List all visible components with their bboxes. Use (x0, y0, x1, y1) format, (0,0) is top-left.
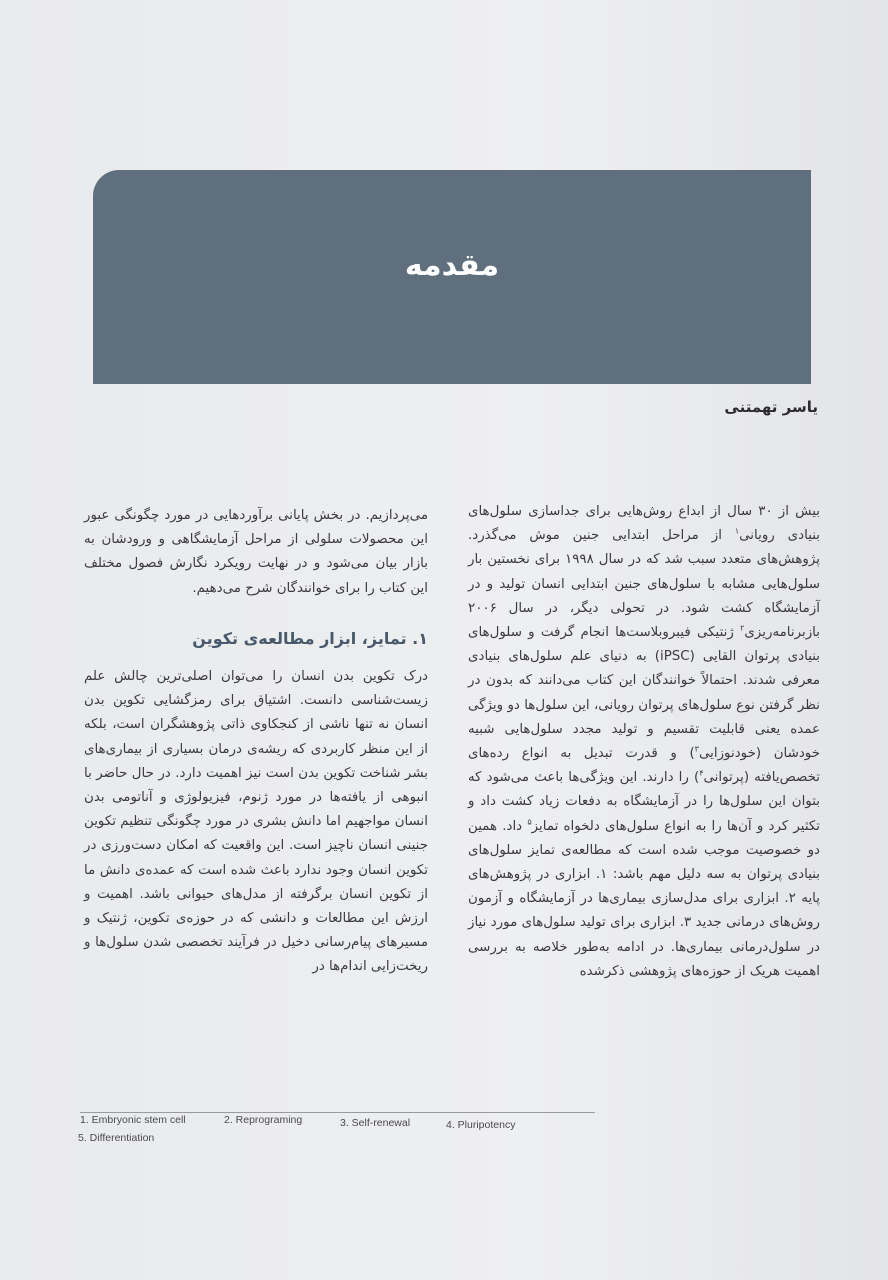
footnote-ref-5: ۵ (527, 817, 532, 827)
continued-paragraph: می‌پردازیم. در بخش پایانی برآوردهایی در مورد چگونگی عبور این محصولات سلولی از مراحل آزمایشگاهی و ورودشان به بازار بیان می‌شود و در نهایت رویکرد نگارش فصول مختلف این کتاب را برای خوانندگان شرح می‌دهیم. (84, 508, 428, 596)
section-body-paragraph: درک تکوین بدن انسان را می‌توان اصلی‌ترین چالش علم زیست‌شناسی دانست. اشتیاق برای رمزگشایی تکوین بدن انسان نه تنها ناشی از کنجکاوی ذاتی پژوهشگران است، بلکه از این منظر کاربردی که ریشه‌ی درمان بسیاری از بیماری‌های بشر شناخت تکوین بدن است نیز اهمیت دارد. در حال حاضر با انبوهی از یافته‌ها در مورد ژنوم، فیزیولوژی و آناتومی بدن انسان مواجهیم اما دانش بشری در مورد چگونگی تنظیم تکوین جنینی انسان ناچیز است. این واقعیت که امکان دست‌ورزی در تکوین انسان وجود ندارد باعث شده است که عمده‌ی دانش ما از تکوین انسان برگرفته از مدل‌های حیوانی باشد. اهمیت و ارزش این مطالعات و دانشی که در حوزه‌ی تکوین، ژنتیک و مسیرهای پیام‌رسانی دخیل در فرآیند تخصصی شدن سلول‌ها و ریخت‌زایی اندام‌ها در (84, 669, 428, 975)
footnote-5: 5. Differentiation (78, 1132, 155, 1144)
footnote-1: 1. Embryonic stem cell (80, 1114, 186, 1126)
footnote-divider (80, 1112, 595, 1113)
intro-paragraph: بیش از ۳۰ سال از ابداع روش‌هایی برای جداسازی سلول‌های بنیادی رویانی$^۱$ از مراحل ابتدایی جنین موش می‌گذرد. پژوهش‌های متعدد سبب شد که در سال ۱۹۹۸ برای نخستین بار سلول‌هایی مشابه با سلول‌های جنین ابتدایی انسان تولید و در آزمایشگاه کشت شود. در تحولی دیگر، در سال ۲۰۰۶ بازبرنامه‌ریزی$^۲$ ژنتیکی فیبروبلاست‌ها انجام گرفت و سلول‌های بنیادی پرتوان القایی (iPSC) به دنیای علم سلول‌های بنیادی معرفی شدند. احتمالاً خوانندگان این کتاب می‌دانند که بدون در نظر گرفتن نوع سلول‌های پرتوان رویانی، این سلول‌ها دو ویژگی عمده یعنی قابلیت تقسیم و تولید مجدد سلول‌هایی شبیه خودشان (خودنوزایی$^۳$) و قدرت تبدیل به انواع رده‌های تخصص‌یافته (پرتوانی$^۴$) را دارند. این ویژگی‌ها باعث می‌شود که بتوان این سلول‌ها را در آزمایشگاه به دفعات زیاد کشت داد و تکثیر کرد و آن‌ها را به انواع سلول‌های دلخواه تمایز$^۵$ داد. همین دو خصوصیت موجب شده است که مطالعه‌ی تمایز سلول‌های بنیادی پرتوان به سه دلیل مهم باشد: ۱. ابزاری در پژوهش‌های پایه ۲. ابزاری برای مدل‌سازی بیماری‌ها در آزمایشگاه و آزمون روش‌های درمانی جدید ۳. ابزاری برای تولید سلول‌های مورد نیاز در سلول‌درمانی بیماری‌ها. در ادامه به‌طور خلاصه به بررسی اهمیت هریک از حوزه‌های پژوهشی ذکرشده (468, 504, 821, 979)
section-heading: ۱. تمایز، ابزار مطالعه‌ی تکوین (192, 628, 428, 648)
chapter-title: مقدمه (404, 248, 500, 283)
chapter-banner (93, 170, 811, 384)
author-name: یاسر تهمتنی (724, 398, 818, 416)
footnote-3: 3. Self-renewal (340, 1117, 411, 1129)
footnote-ref-3: ۳ (694, 744, 699, 754)
right-column (468, 500, 820, 984)
footnote-2: 2. Reprograming (224, 1114, 303, 1126)
footnote-4: 4. Pluripotency (446, 1119, 516, 1131)
footnote-ref-1: ۱ (734, 526, 740, 536)
footnote-ref-2: ۲ (740, 623, 745, 633)
footnote-ref-4: ۴ (699, 768, 704, 778)
left-column (84, 504, 428, 980)
